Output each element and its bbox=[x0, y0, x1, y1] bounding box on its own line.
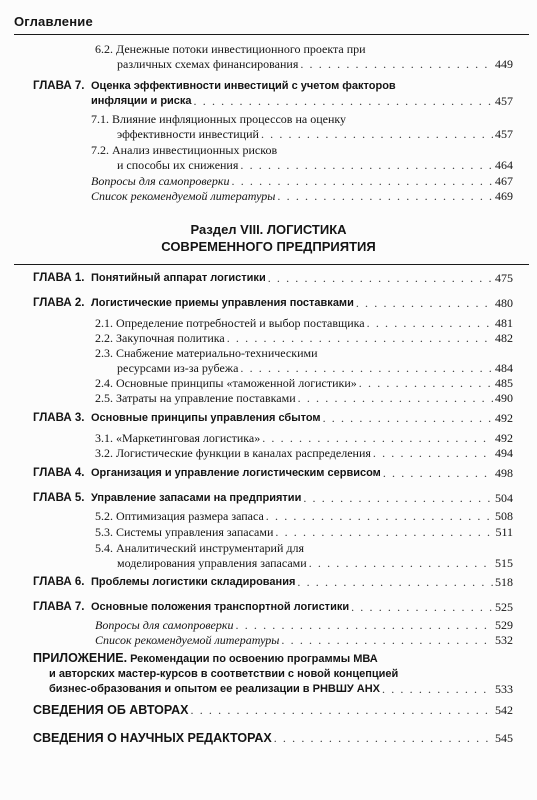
chapter-label: ГЛАВА 2. bbox=[33, 297, 85, 309]
toc-entry-g2 bbox=[33, 296, 513, 311]
leader-dots bbox=[277, 189, 493, 204]
toc-entry-7-1-line1: 7.1. Влияние инфляционных процессов на оценку bbox=[91, 112, 347, 126]
toc-entry-g6-page: 518 bbox=[495, 575, 513, 589]
editors-page: 545 bbox=[495, 731, 513, 745]
leader-dots bbox=[262, 431, 493, 446]
toc-entry-ch7 bbox=[33, 79, 513, 109]
toc-entry-g2-3-page: 484 bbox=[495, 361, 513, 375]
leader-dots bbox=[373, 446, 493, 461]
chapter-label: ГЛАВА 6. bbox=[33, 576, 85, 588]
toc-entry-g6 bbox=[33, 575, 513, 590]
toc-entry-literature-7-text: Список рекомендуемой литературы bbox=[91, 189, 276, 203]
toc-entry-g2-2-page: 482 bbox=[495, 331, 513, 345]
toc-entry-questions-7-page: 467 bbox=[495, 174, 513, 188]
toc-entry-g2-1 bbox=[95, 316, 513, 331]
toc-entry-g7-text: Основные положения транспортной логистики bbox=[91, 601, 350, 613]
leader-dots bbox=[356, 296, 493, 311]
leader-dots bbox=[303, 491, 493, 506]
toc-entry-g5-2 bbox=[95, 509, 513, 524]
page-header-title: Оглавление bbox=[14, 14, 93, 29]
toc-entry-g3-1-text: 3.1. «Маркетинговая логистика» bbox=[95, 431, 261, 445]
leader-dots bbox=[274, 731, 493, 746]
appendix-line3: бизнес-образования и опытом ее реализации в РНВШУ АНХ bbox=[49, 683, 381, 695]
toc-entry-g5-2-page: 508 bbox=[495, 509, 513, 523]
leader-dots bbox=[194, 94, 493, 109]
toc-entry-g2-text: Логистические приемы управления поставками bbox=[91, 297, 354, 309]
toc-entry-g5 bbox=[33, 491, 513, 506]
toc-entry-g2-4 bbox=[95, 376, 513, 391]
toc-entry-7-2-page: 464 bbox=[495, 158, 513, 172]
leader-dots bbox=[383, 466, 493, 481]
toc-entry-g3-text: Основные принципы управления сбытом bbox=[91, 412, 321, 424]
toc-entry-g5-3-text: 5.3. Системы управления запасами bbox=[95, 525, 274, 539]
chapter-label: ГЛАВА 1. bbox=[33, 272, 85, 284]
toc-entry-6-2-line2: различных схемах финансирования bbox=[117, 57, 299, 71]
toc-entry-g5-4 bbox=[95, 541, 513, 571]
appendix-page: 533 bbox=[495, 682, 513, 696]
toc-entry-g5-4-page: 515 bbox=[495, 556, 513, 570]
toc-entry-g3-page: 492 bbox=[495, 411, 513, 425]
toc-entry-7-2 bbox=[91, 143, 513, 173]
appendix-line2: и авторских мастер-курсов в соответствии с новой концепцией bbox=[49, 668, 399, 680]
toc-entry-7-2-line2: и способы их снижения bbox=[117, 158, 239, 172]
toc-entry-6-2-line1: 6.2. Денежные потоки инвестиционного проекта при bbox=[95, 42, 366, 56]
authors-label: СВЕДЕНИЯ ОБ АВТОРАХ bbox=[33, 703, 189, 717]
chapter-label: ГЛАВА 7. bbox=[33, 80, 85, 92]
leader-dots bbox=[227, 331, 493, 346]
toc-entry-g3-1-page: 492 bbox=[495, 431, 513, 445]
header-rule bbox=[14, 34, 529, 35]
section-title-line1: Раздел VIII. ЛОГИСТИКА bbox=[190, 222, 347, 237]
toc-entry-g1-page: 475 bbox=[495, 271, 513, 285]
toc-entry-g5-text: Управление запасами на предприятии bbox=[91, 492, 302, 504]
toc-entry-g2-2-text: 2.2. Закупочная политика bbox=[95, 331, 225, 345]
leader-dots bbox=[298, 391, 493, 406]
toc-entry-ch7-line1: Оценка эффективности инвестиций с учетом факторов bbox=[91, 80, 396, 92]
toc-entry-7-1-page: 457 bbox=[495, 127, 513, 141]
leader-dots bbox=[351, 600, 493, 615]
toc-entry-g7-page: 525 bbox=[495, 600, 513, 614]
leader-dots bbox=[236, 618, 494, 633]
toc-entry-g1-text: Понятийный аппарат логистики bbox=[91, 272, 266, 284]
leader-dots bbox=[275, 525, 493, 540]
authors-page: 542 bbox=[495, 703, 513, 717]
appendix-line1: Рекомендации по освоению программы МВА bbox=[130, 653, 378, 665]
toc-entry-ch7-line2: инфляции и риска bbox=[91, 95, 192, 107]
toc-entry-6-2-page: 449 bbox=[495, 57, 513, 71]
toc-entry-g6-text: Проблемы логистики складирования bbox=[91, 576, 296, 588]
toc-entry-g2-3 bbox=[95, 346, 513, 376]
leader-dots bbox=[240, 361, 493, 376]
toc-entry-g7 bbox=[33, 600, 513, 615]
leader-dots bbox=[268, 271, 493, 286]
toc-entry-g5-3-page: 511 bbox=[495, 525, 513, 539]
toc-entry-questions-7 bbox=[91, 174, 513, 189]
leader-dots bbox=[359, 376, 493, 391]
toc-entry-g4-page: 498 bbox=[495, 466, 513, 480]
toc-entry-g2-5-page: 490 bbox=[495, 391, 513, 405]
toc-entry-g5-4-line1: 5.4. Аналитический инструментарий для bbox=[95, 541, 305, 555]
toc-entry-g5-3 bbox=[95, 525, 513, 540]
leader-dots bbox=[297, 575, 493, 590]
appendix-label: ПРИЛОЖЕНИЕ. bbox=[33, 651, 128, 665]
toc-entry-g5-page: 504 bbox=[495, 491, 513, 505]
toc-entry-g2-2 bbox=[95, 331, 513, 346]
leader-dots bbox=[191, 703, 493, 718]
toc-entry-questions-8-text: Вопросы для самопроверки bbox=[95, 618, 234, 632]
toc-entry-g3-1 bbox=[95, 431, 513, 446]
toc-entry-6-2 bbox=[95, 42, 513, 72]
toc-entry-literature-8 bbox=[95, 633, 513, 648]
toc-entry-g2-page: 480 bbox=[495, 296, 513, 310]
editors-label: СВЕДЕНИЯ О НАУЧНЫХ РЕДАКТОРАХ bbox=[33, 731, 272, 745]
leader-dots bbox=[323, 411, 493, 426]
leader-dots bbox=[300, 57, 493, 72]
toc-entry-g2-5 bbox=[95, 391, 513, 406]
toc-entry-literature-7 bbox=[91, 189, 513, 204]
leader-dots bbox=[382, 682, 493, 697]
toc-entry-g2-1-text: 2.1. Определение потребностей и выбор поставщика bbox=[95, 316, 365, 330]
toc-entry-g3-2-text: 3.2. Логистические функции в каналах распределения bbox=[95, 446, 371, 460]
toc-entry-g3-2-page: 494 bbox=[495, 446, 513, 460]
section-title-line2: СОВРЕМЕННОГО ПРЕДПРИЯТИЯ bbox=[161, 239, 376, 254]
leader-dots bbox=[232, 174, 494, 189]
toc-entry-g2-5-text: 2.5. Затраты на управление поставками bbox=[95, 391, 296, 405]
toc-entry-questions-8-page: 529 bbox=[495, 618, 513, 632]
leader-dots bbox=[281, 633, 493, 648]
toc-entry-g4 bbox=[33, 466, 513, 481]
toc-entry-questions-8 bbox=[95, 618, 513, 633]
toc-entry-literature-8-page: 532 bbox=[495, 633, 513, 647]
leader-dots bbox=[309, 556, 493, 571]
toc-entry-g5-4-line2: моделирования управления запасами bbox=[117, 556, 307, 570]
leader-dots bbox=[240, 158, 493, 173]
section-rule bbox=[14, 264, 529, 265]
toc-entry-literature-7-page: 469 bbox=[495, 189, 513, 203]
toc-entry-questions-7-text: Вопросы для самопроверки bbox=[91, 174, 230, 188]
toc-entry-7-1 bbox=[91, 112, 513, 142]
toc-entry-g3-2 bbox=[95, 446, 513, 461]
toc-entry-g2-1-page: 481 bbox=[495, 316, 513, 330]
leader-dots bbox=[266, 509, 493, 524]
leader-dots bbox=[261, 127, 493, 142]
toc-entry-7-1-line2: эффективности инвестиций bbox=[117, 127, 259, 141]
toc-entry-ch7-page: 457 bbox=[495, 94, 513, 108]
toc-entry-g3 bbox=[33, 411, 513, 426]
toc-entry-appendix bbox=[33, 651, 513, 697]
chapter-label: ГЛАВА 4. bbox=[33, 467, 85, 479]
leader-dots bbox=[367, 316, 493, 331]
chapter-label: ГЛАВА 5. bbox=[33, 492, 85, 504]
toc-entry-editors bbox=[33, 731, 513, 746]
toc-entry-g5-2-text: 5.2. Оптимизация размера запаса bbox=[95, 509, 264, 523]
toc-entry-g2-3-line2: ресурсами из-за рубежа bbox=[117, 361, 239, 375]
toc-entry-g4-text: Организация и управление логистическим сервисом bbox=[91, 467, 381, 479]
chapter-label: ГЛАВА 3. bbox=[33, 412, 85, 424]
toc-entry-g2-4-text: 2.4. Основные принципы «таможенной логистики» bbox=[95, 376, 357, 390]
toc-entry-literature-8-text: Список рекомендуемой литературы bbox=[95, 633, 280, 647]
toc-entry-g1 bbox=[33, 271, 513, 286]
chapter-label: ГЛАВА 7. bbox=[33, 601, 85, 613]
toc-entry-7-2-line1: 7.2. Анализ инвестиционных рисков bbox=[91, 143, 278, 157]
toc-entry-authors bbox=[33, 703, 513, 718]
toc-entry-g2-3-line1: 2.3. Снабжение материально-техническими bbox=[95, 346, 318, 360]
toc-entry-g2-4-page: 485 bbox=[495, 376, 513, 390]
